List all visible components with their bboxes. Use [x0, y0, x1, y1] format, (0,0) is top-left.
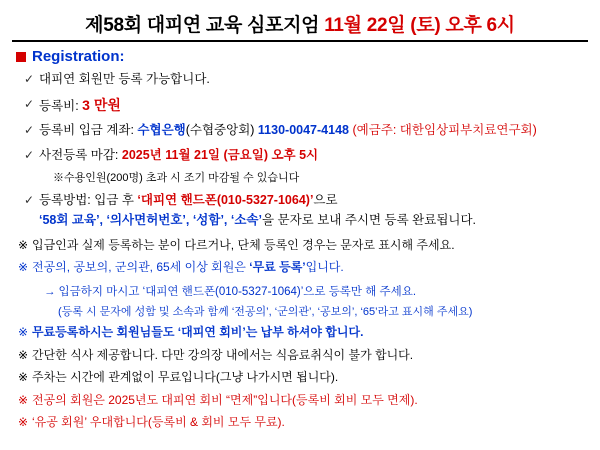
list-item-text	[39, 193, 590, 229]
free-registration-instruction	[44, 283, 590, 299]
title-main: 제58회 대피연 교육 심포지엄	[85, 15, 325, 36]
text-segment: 등록비:	[39, 98, 83, 113]
free-registration-note: (등록 시 문자에 성함 및 소속과 함께 ‘전공의’, ‘군의관’, ‘공보의’, ‘65’라고 표시해 주세요)	[58, 305, 473, 318]
text-segment: (수협중앙회)	[185, 123, 258, 138]
list-item-text	[39, 123, 590, 139]
text-segment: 입금인과 실제 등록하는 분이 다르거나, 단체 등록인 경우는 문자로 표시해 주세요.	[32, 237, 455, 252]
bank-name: 수협은행	[137, 123, 186, 138]
list-item	[24, 123, 590, 139]
asterisk-icon: ※	[18, 237, 29, 252]
list-item	[18, 260, 590, 276]
list-item-text	[32, 260, 590, 276]
list-item-text	[32, 238, 590, 254]
check-icon: ✓	[24, 147, 35, 162]
text-segment: 을 문자로 보내 주시면 등록 완료됩니다.	[261, 213, 477, 228]
account-number: 1130-0047-4148	[257, 123, 349, 138]
asterisk-icon: ※	[18, 324, 29, 339]
check-icon: ✓	[24, 123, 35, 138]
required-fields: ‘58회 교육’, ‘의사면허번호’, ‘성함’, ‘소속’	[39, 213, 262, 228]
asterisk-icon: ※	[18, 347, 29, 362]
list-item	[24, 148, 590, 164]
asterisk-icon: ※	[18, 260, 29, 275]
title-divider	[12, 40, 588, 42]
red-square-icon	[16, 52, 26, 62]
list-item	[18, 325, 590, 341]
registration-heading	[16, 48, 590, 65]
title-highlight: 11월 22일 (토) 오후 6시	[324, 15, 515, 36]
asterisk-icon: ※	[18, 415, 29, 430]
list-item-text	[32, 415, 590, 431]
text-segment: 대피연 회원만 등록 가능합니다.	[39, 72, 210, 86]
list-item	[18, 415, 590, 431]
check-icon: ✓	[24, 72, 35, 86]
registration-method-line1	[39, 193, 590, 209]
list-item	[18, 370, 590, 386]
text-segment: 전공의, 공보의, 군의관, 65세 이상 회원은	[32, 260, 250, 275]
page-title	[10, 10, 590, 37]
text-segment: 사전등록 마감:	[39, 147, 122, 162]
list-item	[18, 238, 590, 254]
text-segment: ‘유공 회원’ 우대합니다(등록비 & 회비 모두 무료).	[32, 415, 285, 430]
list-item-text	[32, 348, 590, 364]
text-segment: 주차는 시간에 관계없이 무료입니다(그냥 나가시면 됩니다).	[32, 370, 339, 385]
text-segment: 입니다.	[305, 260, 344, 275]
account-holder: (예금주: 대한임상피부치료연구회)	[348, 123, 537, 138]
list-item-text	[39, 97, 590, 115]
fee-amount: 3 만원	[82, 96, 121, 113]
list-item	[24, 72, 590, 88]
list-item-text	[32, 325, 590, 341]
text-segment: 등록방법: 입금 후	[39, 192, 138, 207]
list-item	[18, 393, 590, 409]
list-item-text	[39, 72, 590, 88]
list-item-text	[39, 148, 590, 164]
notes-list	[18, 238, 590, 431]
check-list	[24, 72, 590, 229]
deadline-date: 2025년 11월 21일 (금요일) 오후 5시	[121, 147, 319, 162]
list-item	[18, 348, 590, 364]
phone-number: ‘대피연 핸드폰(010-5327-1064)’	[137, 192, 314, 207]
check-icon: ✓	[24, 192, 35, 207]
text-segment: 간단한 식사 제공합니다. 다만 강의장 내에서는 식음료취식이 불가 합니다.	[32, 347, 414, 362]
free-registration-label: ‘무료 등록’	[249, 260, 306, 275]
asterisk-icon: ※	[18, 370, 29, 385]
text-segment: 입금하지 마시고 ‘대피연 핸드폰(010-5327-1064)’으로 등록만 해 주세요.	[58, 285, 417, 298]
text-segment: 으로	[313, 192, 338, 207]
arrow-icon: →	[44, 285, 56, 298]
text-segment: 전공의 회원은 2025년도 대피연 회비 “면제”입니다(등록비 회비 모두 면제).	[32, 392, 418, 407]
text-segment: 무료등록하시는 회원님들도 ‘대피연 회비’는 납부 하셔야 합니다.	[32, 324, 364, 339]
list-item	[24, 97, 590, 115]
list-item	[24, 193, 590, 229]
registration-method-line2	[39, 213, 590, 229]
check-icon: ✓	[24, 96, 35, 111]
registration-label: Registration:	[32, 48, 125, 65]
capacity-note: ※수용인원(200명) 초과 시 조기 마감될 수 있습니다	[53, 171, 300, 184]
text-segment: 등록비 입금 계좌:	[39, 123, 138, 138]
list-item-text	[32, 393, 590, 409]
asterisk-icon: ※	[18, 392, 29, 407]
list-item-text	[32, 370, 590, 386]
